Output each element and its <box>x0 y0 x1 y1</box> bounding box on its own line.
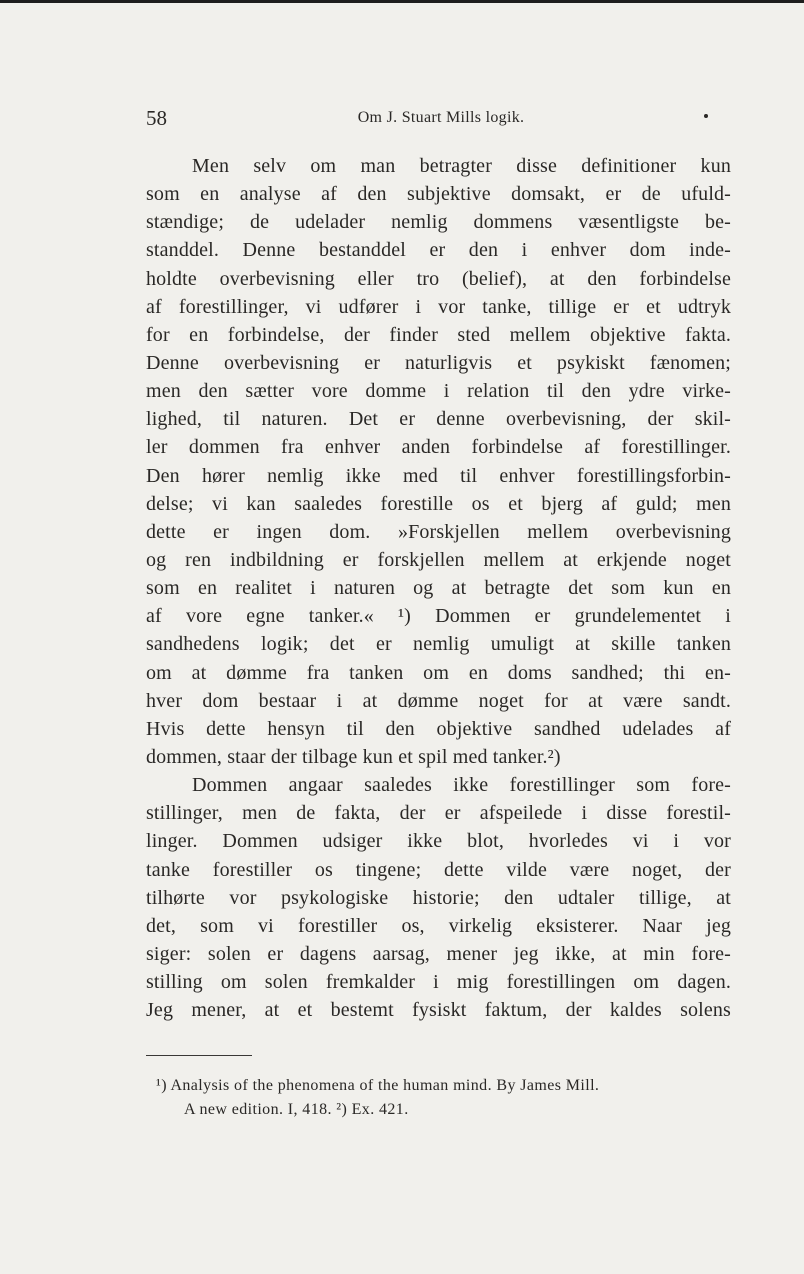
text-line: ler dommen fra enhver anden forbindelse af forestillinger. <box>146 436 731 459</box>
paragraph-2 <box>146 771 731 1024</box>
text-line: stændige; de udelader nemlig dommens væsentligste be- <box>146 211 731 234</box>
text-line: tanke forestiller os tingene; dette vilde være noget, der <box>146 858 731 881</box>
text-line: dette er ingen dom. »Forskjellen mellem overbevisning <box>146 520 731 543</box>
footnote-divider <box>146 1055 252 1056</box>
text-line: om at dømme fra tanken om en doms sandhed; thi en- <box>146 661 731 684</box>
text-line: som en analyse af den subjektive domsakt, er de ufuld- <box>146 183 731 206</box>
text-line: tilhørte vor psykologiske historie; den udtaler tillige, at <box>146 886 731 909</box>
text-line: sandhedens logik; det er nemlig umuligt at skille tanken <box>146 633 731 656</box>
text-line: stilling om solen fremkalder i mig forestillingen om dagen. <box>146 971 731 994</box>
text-line: linger. Dommen udsiger ikke blot, hvorledes vi i vor <box>146 830 731 853</box>
body-text <box>146 152 731 1024</box>
text-line: dommen, staar der tilbage kun et spil med tanker.²) <box>146 745 561 768</box>
text-line: for en forbindelse, der finder sted mellem objektive fakta. <box>146 323 731 346</box>
text-line: af forestillinger, vi udfører i vor tanke, tillige er et udtryk <box>146 295 731 318</box>
footnotes <box>156 1074 728 1122</box>
text-line: hver dom bestaar i at dømme noget for at være sandt. <box>146 689 731 712</box>
text-line: Den hører nemlig ikke med til enhver forestillingsforbin- <box>146 464 731 487</box>
text-line: Hvis dette hensyn til den objektive sandhed udelades af <box>146 717 731 740</box>
text-line: stillinger, men de fakta, der er afspeilede i disse forestil- <box>146 802 731 825</box>
text-line: af vore egne tanker.« ¹) Dommen er grundelementet i <box>146 605 731 628</box>
text-line: lighed, til naturen. Det er denne overbevisning, der skil- <box>146 408 731 431</box>
text-line: delse; vi kan saaledes forestille os et bjerg af guld; men <box>146 492 731 515</box>
text-line: siger: solen er dagens aarsag, mener jeg ikke, at min fore- <box>146 942 731 965</box>
text-line: men den sætter vore domme i relation til den ydre virke- <box>146 380 731 403</box>
text-line: holdte overbevisning eller tro (belief), at den forbindelse <box>146 267 731 290</box>
text-line: og ren indbildning er forskjellen mellem at erkjende noget <box>146 548 731 571</box>
running-title: Om J. Stuart Mills logik. <box>357 109 525 126</box>
text-line: Denne overbevisning er naturligvis et psykiskt fænomen; <box>146 351 731 374</box>
page-top-edge <box>0 0 804 3</box>
page-number: 58 <box>146 106 167 130</box>
text-line: som en realitet i naturen og at betragte det som kun en <box>146 577 731 600</box>
text-line: det, som vi forestiller os, virkelig eksisterer. Naar jeg <box>146 914 731 937</box>
text-line: Dommen angaar saaledes ikke forestillinger som fore- <box>192 774 731 797</box>
text-line: standdel. Denne bestanddel er den i enhver dom inde- <box>146 239 731 262</box>
footnote-line: A new edition. I, 418. ²) Ex. 421. <box>184 1101 409 1118</box>
page-header <box>146 106 736 136</box>
paragraph-1 <box>146 152 731 771</box>
header-dot <box>704 114 708 118</box>
footnote-line: ¹) Analysis of the phenomena of the human mind. By James Mill. <box>156 1077 600 1094</box>
text-line: Men selv om man betragter disse definitioner kun <box>192 155 731 177</box>
text-line: Jeg mener, at et bestemt fysiskt faktum, der kaldes solens <box>146 999 731 1022</box>
